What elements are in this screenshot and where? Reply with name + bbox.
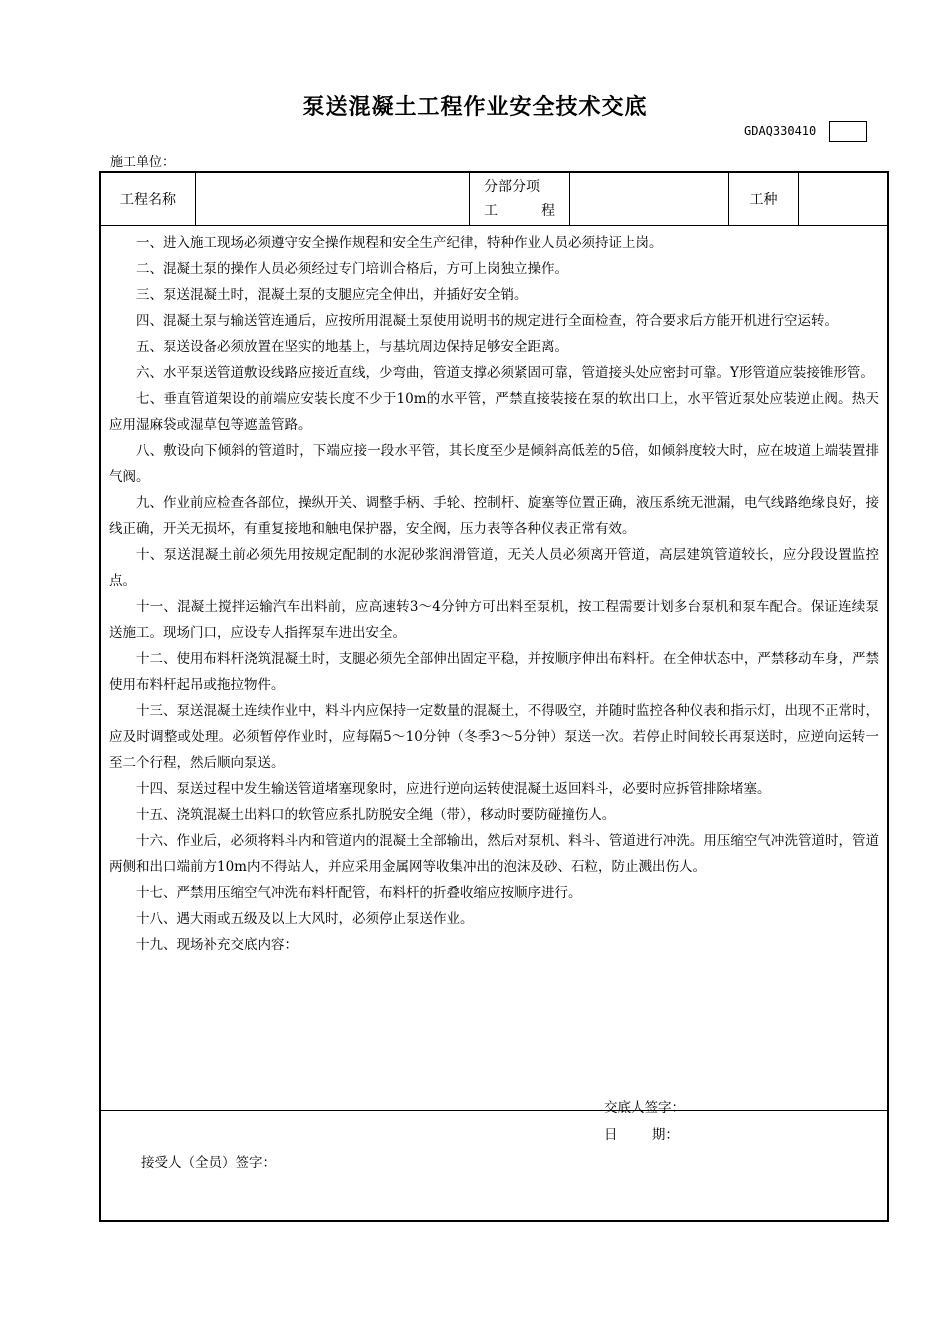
clause-13: 十三、泵送混凝土连续作业中，料斗内应保持一定数量的混凝土，不得吸空，并随时监控各种仪表和指示灯，出现不正常时，应及时调整或处理。必须暂停作业时，应每隔5～10分钟（冬季3～5分钟）泵送一次。若停止时间较长再泵送时，应逆向运转一至二个行程，然后顺向泵送。: [109, 703, 879, 771]
document-code: GDAQ330410: [744, 124, 817, 138]
clause-1: 一、进入施工现场必须遵守安全操作规程和安全生产纪律，特种作业人员必须持证上岗。: [136, 235, 663, 251]
construction-unit-label: 施工单位：: [110, 155, 176, 170]
project-name-field[interactable]: [196, 173, 470, 225]
clause-12: 十二、使用布料杆浇筑混凝土时，支腿必须先全部伸出固定平稳，并按顺序伸出布料杆。在全伸状态中，严禁移动车身，严禁使用布料杆起吊或拖拉物件。: [109, 651, 879, 693]
header-row: [101, 173, 887, 226]
clause-16: 十六、作业后，必须将料斗内和管道内的混凝土全部输出，然后对泵机、料斗、管道进行冲洗。用压缩空气冲洗管道时，管道两侧和出口端前方10m内不得站人，并应采用金属网等收集冲出的泡沫及砂、石粒，防止溅出伤人。: [109, 833, 879, 875]
clause-2: 二、混凝土泵的操作人员必须经过专门培训合格后，方可上岗独立操作。: [136, 261, 568, 277]
clause-7: 七、垂直管道架设的前端应安装长度不少于10m的水平管，严禁直接装接在泵的软出口上，水平管近泵处应装逆止阀。热天应用湿麻袋或湿草包等遮盖管路。: [109, 391, 879, 433]
sub-project-field[interactable]: [570, 173, 729, 225]
clause-11: 十一、混凝土搅拌运输汽车出料前，应高速转3～4分钟方可出料至泵机，按工程需要计划多台泵机和泵车配合。保证连续泵送施工。现场门口，应设专人指挥泵车进出安全。: [109, 599, 879, 641]
clause-18: 十八、遇大雨或五级及以上大风时，必须停止泵送作业。: [136, 911, 474, 927]
clause-8: 八、敷设向下倾斜的管道时，下端应接一段水平管，其长度至少是倾斜高低差的5倍，如倾斜度较大时，应在坡道上端装置排气阀。: [109, 443, 879, 485]
work-type-label: 工种: [729, 173, 799, 225]
clause-15: 十五、浇筑混凝土出料口的软管应系扎防脱安全绳（带），移动时要防碰撞伤人。: [136, 807, 616, 823]
disclosure-date-label: 日 期：: [604, 1127, 679, 1143]
clause-6: 六、水平泵送管道敷设线路应接近直线，少弯曲，管道支撑必须紧固可靠，管道接头处应密封可靠。Y形管道应装接锥形管。: [136, 365, 874, 381]
clause-9: 九、作业前应检查各部位，操纵开关、调整手柄、手轮、控制杆、旋塞等位置正确，液压系统无泄漏，电气线路绝缘良好，接线正确，开关无损坏，有重复接地和触电保护器，安全阀，压力表等各种仪表正常有效。: [109, 495, 879, 537]
clause-10: 十、泵送混凝土前必须先用按规定配制的水泥砂浆润滑管道，无关人员必须离开管道，高层建筑管道较长，应分段设置监控点。: [109, 547, 879, 589]
clause-5: 五、泵送设备必须放置在坚实的地基上，与基坑周边保持足够安全距离。: [136, 339, 568, 355]
sub-project-label: [470, 173, 570, 225]
disclosure-form: [99, 171, 889, 1222]
sub-project-label-line1: 分部分项: [484, 179, 540, 195]
discloser-signature-label: 交底人签字：: [604, 1100, 685, 1116]
disclosure-content: [101, 226, 887, 1143]
sub-project-label-line2: 工 程: [484, 203, 555, 219]
clause-3: 三、泵送混凝土时，混凝土泵的支腿应完全伸出，并插好安全销。: [136, 287, 528, 303]
clause-4: 四、混凝土泵与输送管连通后，应按所用混凝土泵使用说明书的规定进行全面检查，符合要求后方能开机进行空运转。: [136, 313, 838, 329]
project-name-label: 工程名称: [101, 173, 196, 225]
page-title: 泵送混凝土工程作业安全技术交底: [302, 95, 648, 120]
document-code-suffix-field[interactable]: [829, 121, 867, 142]
clause-19-supplement: 十九、现场补充交底内容：: [136, 937, 298, 953]
clause-14: 十四、泵送过程中发生输送管道堵塞现象时，应进行逆向运转使混凝土返回料斗，必要时应拆管排除堵塞。: [136, 781, 771, 797]
clause-17: 十七、严禁用压缩空气冲洗布料杆配管，布料杆的折叠收缩应按顺序进行。: [136, 885, 582, 901]
work-type-field[interactable]: [799, 173, 887, 225]
receiver-signature-label: 接受人（全员）签字：: [141, 1155, 276, 1171]
